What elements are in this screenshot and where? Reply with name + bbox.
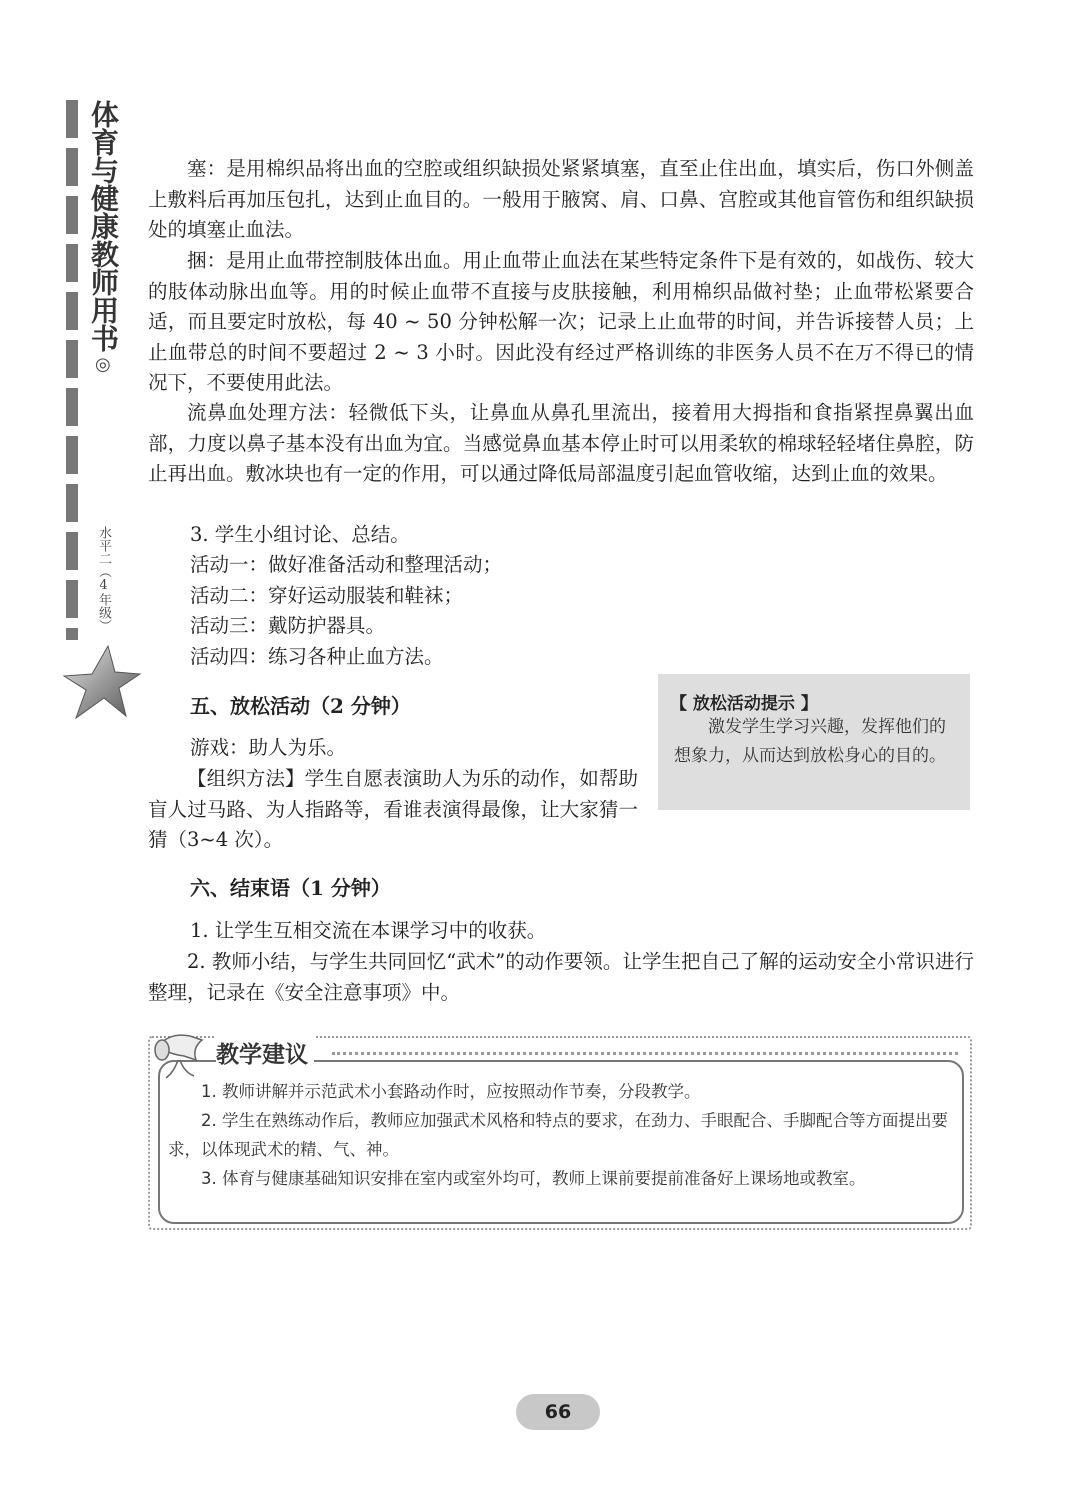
closing-item: 1. 让学生互相交流在本课学习中的收获。 [190, 919, 547, 942]
tip-text: 激发学生学习兴趣，发挥他们的想象力，从而达到放松身心的目的。 [674, 717, 946, 766]
star-icon [62, 642, 142, 722]
activity-item: 活动二：穿好运动服装和鞋袜； [190, 584, 464, 607]
activity-item: 活动四：练习各种止血方法。 [190, 645, 444, 668]
organization-method: 【组织方法】学生自愿表演助人为乐的动作，如帮助盲人过马路、为人指路等，看谁表演得最像，让大家猜一猜（3~4 次）。 [148, 767, 638, 851]
discussion-item: 3. 学生小组讨论、总结。 [190, 523, 410, 546]
sidebar-decoration-bar [66, 100, 78, 640]
closing-item: 2. 教师小结，与学生共同回忆“武术”的动作要领。让学生把自己了解的运动安全小常识进行整理，记录在《安全注意事项》中。 [148, 950, 974, 1004]
advice-item: 3. 体育与健康基础知识安排在室内或室外均可，教师上课前要提前准备好上课场地或教室。 [201, 1169, 866, 1188]
section-heading-closing: 六、结束语（1 分钟） [190, 876, 391, 900]
paragraph-nosebleed: 流鼻血处理方法：轻微低下头，让鼻血从鼻孔里流出，接着用大拇指和食指紧捏鼻翼出血部，力度以鼻子基本没有出血为宜。当感觉鼻血基本停止时可以用柔软的棉球轻轻堵住鼻腔，防止再出血。敷冰块也有一定的作用，可以通过降低局部温度引起血管收缩，达到止血的效果。 [148, 401, 974, 485]
activity-item: 活动三：戴防护器具。 [190, 614, 386, 637]
section-heading-relax: 五、放松活动（2 分钟） [190, 694, 411, 718]
paragraph-packing: 塞：是用棉织品将出血的空腔或组织缺损处紧紧填塞，直至止住出血，填实后，伤口外侧盖上敷料后再加压包扎，达到止血目的。一般用于腋窝、肩、口鼻、宫腔或其他盲管伤和组织缺损处的填塞止血法。 [148, 157, 974, 241]
grade-level: 水平二（4年级） [96, 526, 111, 632]
paragraph-tourniquet: 捆：是用止血带控制肢体出血。用止血带止血法在某些特定条件下是有效的，如战伤、较大的肢体动脉出血等。用的时候止血带不直接与皮肤接触，利用棉织品做衬垫；止血带松紧要合适，而且要定时放松，每 40 ~ 50 分钟松解一次；记录上止血带的时间，并告诉接替人员；上止血带总的时间不要超过 2 ~ 3 小时。因此没有经过严格训练的非医务人员不在万不得已的情况下，不要使用此法。 [148, 249, 974, 394]
advice-title: 教学建议 [216, 1036, 314, 1069]
tip-title: 【 放松活动提示 】 [670, 694, 818, 714]
advice-item: 2. 学生在熟练动作后，教师应加强武术风格和特点的要求，在劲力、手眼配合、手脚配合等方面提出要求，以体现武术的精、气、神。 [168, 1111, 948, 1159]
game-line: 游戏：助人为乐。 [190, 736, 347, 759]
advice-title-divider [332, 1052, 958, 1055]
book-title: 体育与健康教师用书 [87, 100, 120, 352]
page-number: 66 [544, 1401, 572, 1423]
advice-item: 1. 教师讲解并示范武术小套路动作时，应按照动作节奏，分段教学。 [201, 1082, 701, 1101]
activity-item: 活动一：做好准备活动和整理活动； [190, 553, 503, 576]
sidebar-mark: ◎ [95, 354, 111, 375]
scroll-icon [150, 1026, 214, 1082]
